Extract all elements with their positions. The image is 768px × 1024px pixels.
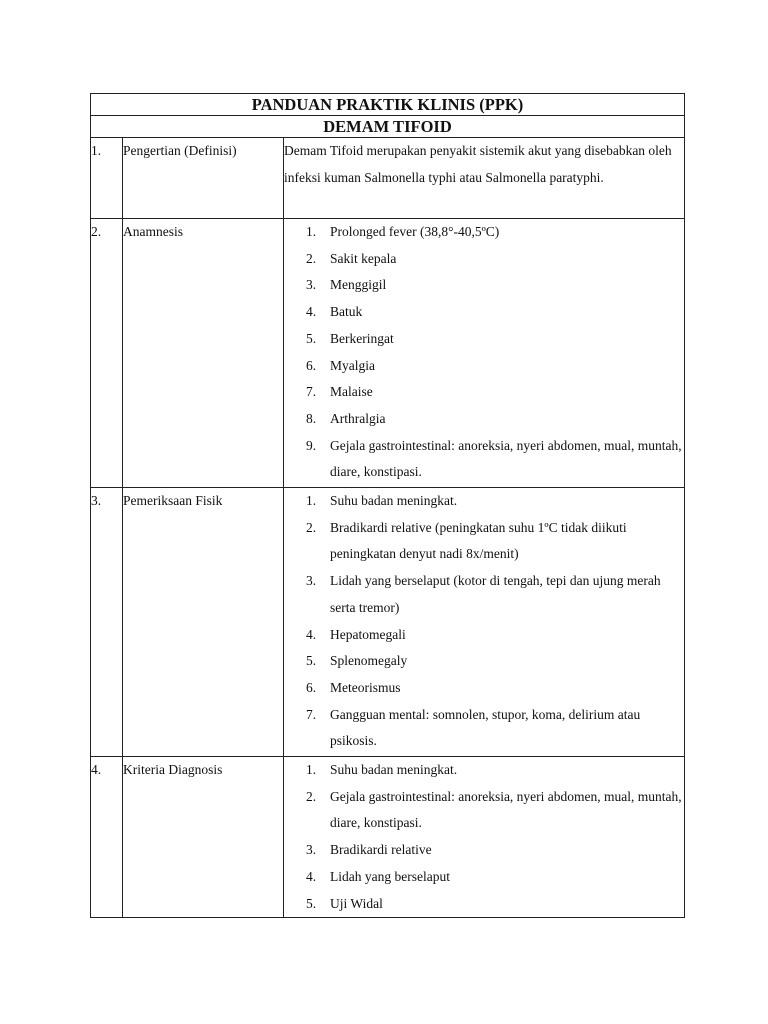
numbered-list xyxy=(284,488,684,755)
list-item-number: 4. xyxy=(306,626,317,642)
ppk-table xyxy=(90,93,685,918)
list-item xyxy=(284,648,684,675)
list-item xyxy=(284,864,684,891)
list-item-text: Menggigil xyxy=(330,277,387,293)
list-item-text: Arthralgia xyxy=(330,410,386,426)
list-item-number: 8. xyxy=(306,410,317,426)
list-item xyxy=(284,488,684,515)
row-label: Kriteria Diagnosis xyxy=(123,757,284,918)
numbered-list xyxy=(284,757,684,917)
list-item xyxy=(284,326,684,353)
list-item-number: 9. xyxy=(306,437,317,453)
list-item xyxy=(284,675,684,702)
row-number: 3. xyxy=(91,488,123,757)
list-item-number: 3. xyxy=(306,277,317,293)
list-item xyxy=(284,299,684,326)
list-item xyxy=(284,272,684,299)
list-item xyxy=(284,891,684,918)
list-item-text: Gejala gastrointestinal: anoreksia, nyeri abdomen, mual, muntah, diare, konstipasi. xyxy=(330,437,682,480)
list-item-text: Prolonged fever (38,8°-40,5ºC) xyxy=(330,224,500,239)
list-item-text: Berkeringat xyxy=(330,330,394,346)
table-row xyxy=(91,488,685,757)
list-item-text: Gangguan mental: somnolen, stupor, koma, delirium atau psikosis. xyxy=(330,706,641,749)
list-item-number: 4. xyxy=(306,304,317,320)
anamnesis-cell xyxy=(284,219,685,488)
list-item xyxy=(284,837,684,864)
table-row xyxy=(91,138,685,219)
list-item xyxy=(284,219,684,246)
list-item-text: Suhu badan meningkat. xyxy=(330,762,458,777)
list-item-number: 2. xyxy=(306,519,317,535)
document-subtitle: DEMAM TIFOID xyxy=(91,116,685,138)
list-item-number: 6. xyxy=(306,357,317,373)
list-item-text: Lidah yang berselaput (kotor di tengah, tepi dan ujung merah serta tremor) xyxy=(330,573,661,615)
list-item-number: 1. xyxy=(306,762,317,777)
row-label: Anamnesis xyxy=(123,219,284,488)
row-label: Pemeriksaan Fisik xyxy=(123,488,284,757)
list-item-number: 3. xyxy=(306,573,317,589)
list-item-text: Bradikardi relative (peningkatan suhu 1ºC tidak diikuti peningkatan denyut nadi 8x/menit) xyxy=(330,519,627,562)
subtitle-row xyxy=(91,116,685,138)
list-item-number: 7. xyxy=(306,706,317,722)
list-item xyxy=(284,784,684,837)
list-item-number: 3. xyxy=(306,842,317,858)
list-item-number: 7. xyxy=(306,384,317,400)
list-item-text: Batuk xyxy=(330,304,363,320)
document-title: PANDUAN PRAKTIK KLINIS (PPK) xyxy=(91,94,685,116)
table-row xyxy=(91,219,685,488)
row-number: 4. xyxy=(91,757,123,918)
list-item-number: 1. xyxy=(306,224,317,239)
list-item-number: 5. xyxy=(306,653,317,669)
title-row xyxy=(91,94,685,116)
list-item-number: 5. xyxy=(306,330,317,346)
list-item xyxy=(284,622,684,649)
diagnosis-criteria-cell xyxy=(284,757,685,918)
list-item-text: Malaise xyxy=(330,384,373,400)
list-item-text: Lidah yang berselaput xyxy=(330,868,450,884)
list-item-text: Suhu badan meningkat. xyxy=(330,493,458,508)
row-number: 2. xyxy=(91,219,123,488)
list-item-text: Gejala gastrointestinal: anoreksia, nyeri abdomen, mual, muntah, diare, konstipasi. xyxy=(330,788,682,831)
list-item xyxy=(284,757,684,784)
list-item-number: 2. xyxy=(306,788,317,804)
list-item-text: Sakit kepala xyxy=(330,250,397,266)
list-item xyxy=(284,353,684,380)
list-item xyxy=(284,246,684,273)
list-item-text: Bradikardi relative xyxy=(330,842,432,858)
list-item xyxy=(284,379,684,406)
list-item xyxy=(284,515,684,568)
definition-text: Demam Tifoid merupakan penyakit sistemik akut yang disebabkan oleh infeksi kuman Salmonella typhi atau Salmonella paratyphi. xyxy=(284,143,672,185)
row-number: 1. xyxy=(91,138,123,219)
list-item-number: 4. xyxy=(306,868,317,884)
list-item-number: 2. xyxy=(306,250,317,266)
list-item xyxy=(284,568,684,621)
list-item-text: Hepatomegali xyxy=(330,626,406,642)
list-item-text: Meteorismus xyxy=(330,679,401,695)
list-item-number: 5. xyxy=(306,895,317,911)
list-item-text: Myalgia xyxy=(330,357,375,373)
physical-exam-cell xyxy=(284,488,685,757)
list-item-text: Uji Widal xyxy=(330,895,383,911)
row-label: Pengertian (Definisi) xyxy=(123,138,284,219)
table-row xyxy=(91,757,685,918)
definition-cell xyxy=(284,138,685,219)
list-item-text: Splenomegaly xyxy=(330,653,408,669)
list-item-number: 1. xyxy=(306,493,317,508)
list-item xyxy=(284,433,684,486)
list-item-number: 6. xyxy=(306,679,317,695)
list-item xyxy=(284,702,684,755)
list-item xyxy=(284,406,684,433)
numbered-list xyxy=(284,219,684,486)
